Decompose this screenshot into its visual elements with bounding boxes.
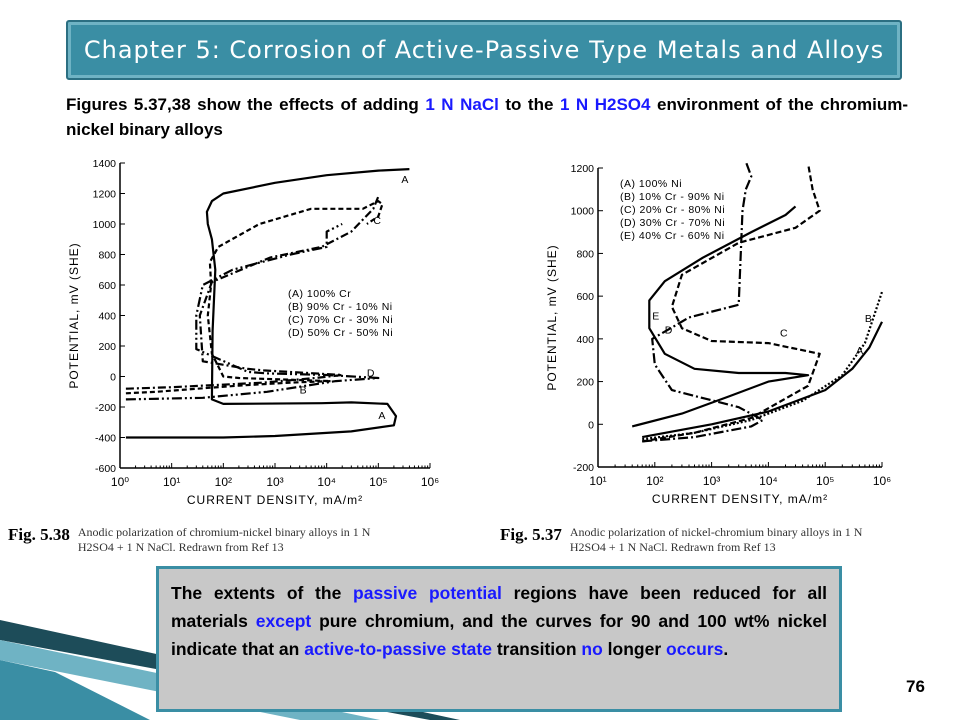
summary-text: transition	[491, 639, 582, 659]
legend-entry: (D) 30% Cr - 70% Ni	[620, 217, 726, 229]
chart-fig-5-37	[540, 155, 900, 520]
title-banner	[66, 20, 902, 80]
y-tick-label: -200	[94, 402, 116, 414]
x-tick-label: 10³	[702, 474, 721, 488]
caption-figure-label: Fig. 5.37	[500, 525, 562, 544]
intro-text	[66, 92, 908, 142]
caption-line: H2SO4 + 1 N NaCl. Redrawn from Ref 13	[569, 540, 776, 554]
series-D-label: D	[366, 367, 375, 380]
summary-text: .	[723, 639, 729, 659]
y-tick-label: 800	[576, 248, 594, 261]
y-tick-label: 400	[98, 310, 116, 323]
caption-fig-5-37	[500, 525, 958, 555]
y-tick-label: 0	[588, 419, 594, 432]
legend-entry: (C) 70% Cr - 30% Ni	[288, 314, 394, 326]
y-axis-label: POTENTIAL, mV (SHE)	[545, 244, 559, 391]
legend-entry: (B) 90% Cr - 10% Ni	[288, 301, 393, 313]
y-tick-label: 400	[576, 333, 594, 346]
chart-fig-5-38	[60, 150, 450, 520]
x-tick-label: 10¹	[589, 474, 607, 488]
series-C-label: C	[779, 327, 788, 340]
y-tick-label: -400	[94, 432, 116, 445]
legend-entry: (D) 50% Cr - 50% Ni	[288, 327, 394, 339]
y-tick-label: -200	[572, 462, 594, 474]
x-tick-label: 10⁴	[759, 474, 778, 488]
x-tick-label: 10⁶	[420, 475, 440, 489]
summary-highlight: no	[581, 639, 603, 659]
summary-text: regions have been reduced for all materials	[171, 583, 827, 631]
intro-highlight: 1 N H2SO4	[559, 95, 651, 114]
series-E-label: E	[652, 310, 660, 323]
y-axis-label: POTENTIAL, mV (SHE)	[67, 242, 81, 389]
series-B-label: B	[864, 312, 872, 325]
x-tick-label: 10²	[214, 475, 233, 489]
summary-highlight: passive potential	[353, 583, 502, 603]
intro-part: Figures 5.37,38 show the effects of adding	[66, 95, 426, 114]
x-tick-label: 10¹	[162, 475, 181, 489]
y-tick-label: 1400	[92, 158, 116, 170]
x-tick-label: 10²	[646, 474, 664, 488]
y-tick-label: 600	[98, 280, 116, 292]
legend-entry: (C) 20% Cr - 80% Ni	[620, 204, 726, 216]
caption-figure-label: Fig. 5.38	[8, 525, 70, 544]
series-B-line	[642, 292, 882, 439]
caption-fig-5-38	[8, 525, 498, 555]
y-tick-label: 200	[576, 376, 594, 389]
series-A-label: A	[856, 344, 864, 357]
intro-part: environment of the chromium-nickel binary alloys	[66, 95, 908, 139]
x-tick-label: 10⁶	[872, 474, 892, 488]
y-tick-label: 1200	[570, 163, 594, 175]
summary-box	[156, 566, 842, 712]
y-tick-label: 800	[98, 249, 116, 262]
series-C-label: C	[373, 215, 381, 227]
legend-entry: (A) 100% Cr	[288, 288, 352, 300]
x-tick-label: 10⁰	[110, 475, 130, 489]
x-tick-label: 10³	[266, 475, 284, 489]
y-tick-label: 1000	[92, 219, 116, 231]
x-tick-label: 10⁵	[816, 474, 835, 488]
series-D-label: D	[664, 324, 673, 337]
page-number: 76	[906, 677, 925, 696]
y-tick-label: 1000	[570, 205, 594, 218]
summary-highlight: occurs	[666, 639, 724, 659]
x-tick-label: 10⁴	[317, 475, 336, 489]
slide-title: Chapter 5: Corrosion of Active-Passive Type Metals and Alloys	[83, 36, 885, 64]
caption-line: H2SO4 + 1 N NaCl. Redrawn from Ref 13	[77, 540, 284, 554]
series-A-label: A	[401, 173, 409, 186]
summary-text: longer	[602, 639, 666, 659]
caption-line: Anodic polarization of nickel-chromium binary alloys in 1 N	[569, 525, 863, 539]
y-tick-label: 600	[576, 291, 594, 304]
y-tick-label: 200	[98, 341, 116, 353]
intro-highlight: 1 N NaCl	[425, 95, 499, 114]
y-tick-label: -600	[94, 463, 116, 475]
x-axis-label: CURRENT DENSITY, mA/m²	[186, 493, 364, 507]
intro-part: to the	[498, 95, 560, 114]
series-B-label: B	[299, 384, 307, 397]
x-tick-label: 10⁵	[369, 475, 388, 489]
legend-entry: (B) 10% Cr - 90% Ni	[620, 191, 725, 203]
series-A-label: A	[378, 410, 386, 423]
summary-highlight: active-to-passive state	[304, 639, 492, 659]
summary-text: The extents of the	[171, 583, 354, 603]
y-tick-label: 0	[110, 371, 116, 384]
caption-line: Anodic polarization of chromium-nickel binary alloys in 1 N	[77, 525, 371, 539]
legend-entry: (E) 40% Cr - 60% Ni	[620, 230, 725, 242]
summary-text: pure chromium, and the curves for 90 and 100 wt% nickel indicate that an	[171, 611, 828, 659]
y-tick-label: 1200	[92, 188, 116, 201]
summary-highlight: except	[255, 611, 312, 631]
legend-entry: (A) 100% Ni	[620, 178, 683, 190]
x-axis-label: CURRENT DENSITY, mA/m²	[651, 492, 829, 506]
